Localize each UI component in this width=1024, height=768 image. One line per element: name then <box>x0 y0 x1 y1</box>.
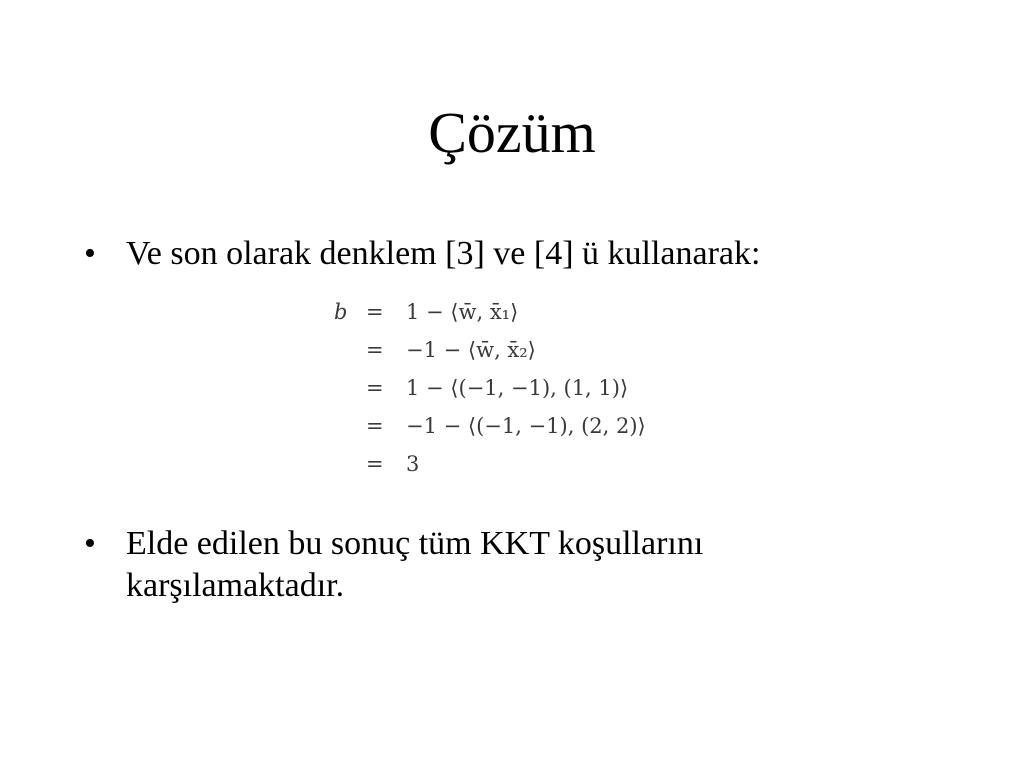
equation-line <box>330 374 690 402</box>
equals-sign: = <box>366 414 384 438</box>
equation-line <box>330 336 690 364</box>
slide-title: Çözüm <box>428 100 596 165</box>
equation-rhs: 3 <box>406 452 420 476</box>
equals-sign: = <box>366 376 384 400</box>
equation-rhs: −1 − ⟨(−1, −1), (2, 2)⟩ <box>406 414 646 438</box>
bullet-text: Elde edilen bu sonuç tüm KKT koşullarını karşılamaktadır. <box>126 525 704 604</box>
equation-line <box>330 298 690 326</box>
equation-line <box>330 450 690 478</box>
equation-line <box>330 412 690 440</box>
equation-rhs: 1 − ⟨w̄, x̄₁⟩ <box>406 300 519 324</box>
bullet-text: Ve son olarak denklem [3] ve [4] ü kullanarak: <box>126 235 761 272</box>
equation-lhs: b <box>334 300 348 324</box>
bullet-marker: • <box>84 235 96 272</box>
bullet-marker: • <box>84 525 96 562</box>
equals-sign: = <box>366 452 384 476</box>
equation-rhs: 1 − ⟨(−1, −1), (1, 1)⟩ <box>406 376 629 400</box>
equals-sign: = <box>366 300 384 324</box>
equals-sign: = <box>366 338 384 362</box>
equation-rhs: −1 − ⟨w̄, x̄₂⟩ <box>406 338 536 362</box>
